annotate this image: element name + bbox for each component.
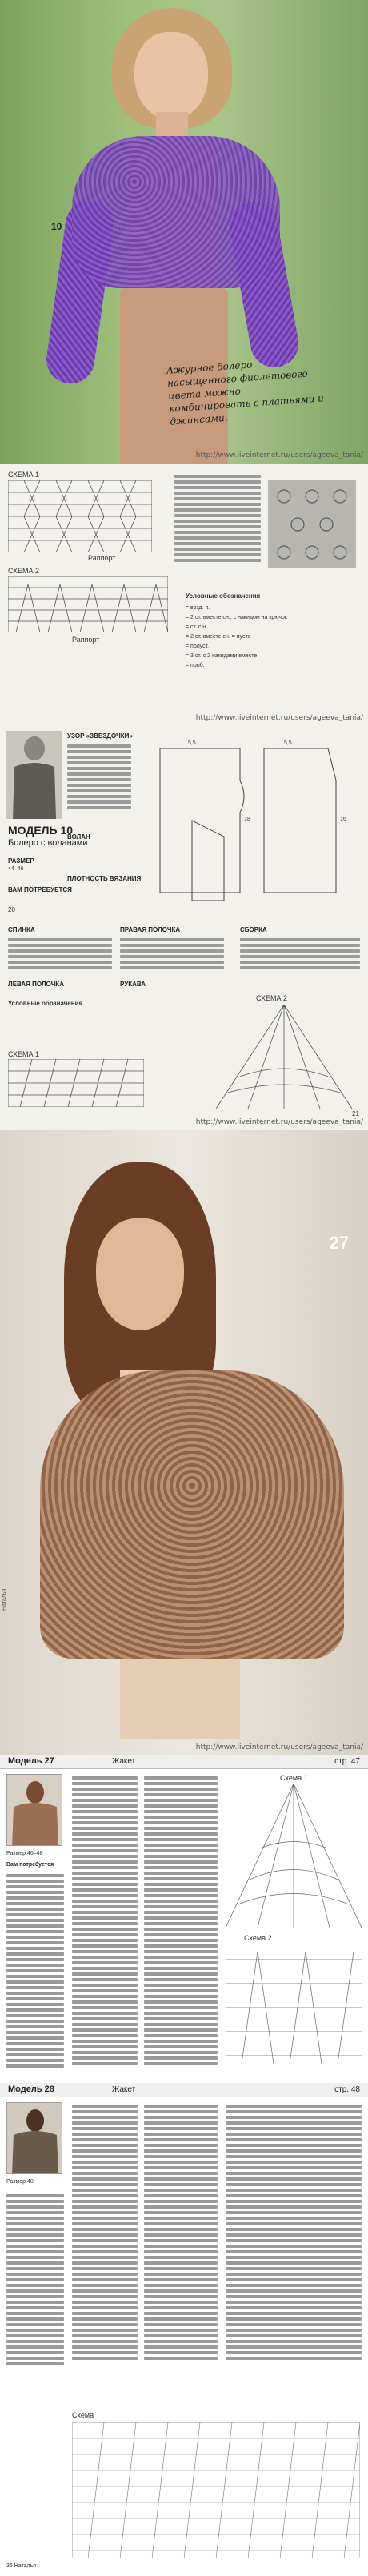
watermark: http://www.liveinternet.ru/users/ageeva_tania/ (195, 714, 363, 722)
photo-jacket (0, 1130, 368, 1755)
model-title: МОДЕЛЬ 10 (8, 824, 74, 837)
model28-right-text (144, 2102, 218, 2398)
model-subtitle: Болеро с воланами (8, 838, 88, 848)
size-value: 44–46 (8, 866, 24, 872)
pattern-pages (0, 1755, 368, 2576)
schema1-diagram-2 (8, 1059, 144, 1107)
svg-text:5,5: 5,5 (188, 740, 196, 746)
left-front-heading: ЛЕВАЯ ПОЛОЧКА (8, 981, 64, 988)
density-heading: ПЛОТНОСТЬ ВЯЗАНИЯ (67, 875, 142, 882)
pattern-pieces-diagram (144, 732, 360, 909)
model27-left-text (6, 1872, 64, 2072)
model27-header (0, 1755, 368, 1769)
model27-right-text (144, 1774, 218, 2078)
model28-schema-label: Схема (72, 2411, 94, 2419)
size-label: РАЗМЕР (8, 857, 34, 865)
schema2-label-2: СХЕМА 2 (256, 994, 288, 1002)
assembly-heading: СБОРКА (240, 926, 267, 933)
model27-title: Жакет (112, 1757, 136, 1766)
model28-size: Размер 48 (6, 2179, 34, 2185)
model27-size: Размер 46–48 (6, 1851, 43, 1856)
schema1-diagram (8, 480, 152, 552)
item-number: 27 (329, 1233, 349, 1253)
pattern-photo (268, 480, 356, 568)
model28-title: Жакет (112, 2085, 136, 2094)
schema-page-1 (0, 464, 368, 726)
schema2-diagram-2 (208, 1005, 360, 1109)
legend-item: = 3 ст. с 2 накидами вместе (186, 653, 258, 659)
model27-thumb (6, 1774, 62, 1846)
spin-heading: СПИНКА (8, 926, 35, 933)
assembly-text (240, 936, 360, 980)
pattern-text (67, 742, 131, 830)
right-front-heading: ПРАВАЯ ПОЛОЧКА (120, 926, 181, 933)
model28-schema (72, 2422, 360, 2558)
legend-item: = 2 ст. вместе сн. = пусто (186, 634, 251, 640)
model28-far-text (226, 2102, 362, 2398)
pattern-heading: УЗОР «ЗВЕЗДОЧКИ» (67, 732, 133, 740)
item-number: 10 (51, 221, 62, 232)
model10-thumb (6, 731, 62, 819)
schema2-label: СХЕМА 2 (8, 567, 40, 575)
photo-credit: Наталья (2, 1588, 7, 1611)
schema1-label: СХЕМА 1 (8, 471, 40, 479)
watermark: http://www.liveinternet.ru/users/ageeva_tania/ (195, 1743, 363, 1751)
model27-schema2-label: Схема 2 (244, 1934, 272, 1942)
spin-text (8, 936, 112, 980)
legend-title: Условные обозначения (186, 592, 261, 600)
raport2-label: Раппорт (72, 636, 100, 644)
photo-bolero (0, 0, 368, 464)
volan-heading: ВОЛАН (67, 833, 90, 841)
svg-text:18: 18 (244, 817, 250, 822)
model28-mid-text (72, 2102, 138, 2398)
purple-bolero (72, 136, 280, 288)
model27-schema2 (226, 1944, 362, 2064)
model28-page: стр. 48 (334, 2085, 360, 2094)
materials-label: Вам потребуется (6, 1862, 54, 1868)
right-front-text (120, 936, 224, 980)
model28-left-text (6, 2192, 64, 2392)
legend-item: = полуст. (186, 644, 209, 649)
page-footer: 36 Наталья (6, 2563, 37, 2569)
legend-item: = возд. п. (186, 605, 210, 611)
page-number-left: 20 (8, 906, 15, 913)
schema2-diagram (8, 576, 168, 632)
crochet-jacket (40, 1370, 344, 1659)
model27-schema1 (226, 1784, 362, 1928)
model27-page: стр. 47 (334, 1757, 360, 1766)
legend-item: = 2 ст. вместе сн., с накидом на крючок (186, 615, 287, 620)
model28-header (0, 2083, 368, 2097)
materials-label: ВАМ ПОТРЕБУЕТСЯ (8, 886, 72, 893)
watermark: http://www.liveinternet.ru/users/ageeva_tania/ (195, 451, 363, 459)
svg-text:16: 16 (340, 817, 346, 822)
legend-item: = ст. с н. (186, 624, 208, 630)
model27-label: Модель 27 (8, 1756, 54, 1766)
model28-label: Модель 28 (8, 2084, 54, 2094)
photo-caption: Ажурное болеро насыщенного фиолетового цвета можно комбинировать с платьями и джинсами. (166, 359, 325, 427)
schema1-label-2: СХЕМА 1 (8, 1050, 40, 1058)
legend-title-2: Условные обозначения (8, 1000, 83, 1007)
instructions-text (174, 472, 261, 584)
schema-page-2 (0, 726, 368, 1130)
model28-thumb (6, 2102, 62, 2174)
legend-item: = проб. (186, 663, 205, 668)
model-face (134, 32, 208, 120)
model-face (96, 1218, 184, 1330)
model27-schema1-label: Схема 1 (280, 1774, 308, 1782)
raport1-label: Раппорт (88, 554, 116, 562)
watermark: http://www.liveinternet.ru/users/ageeva_tania/ (195, 1118, 363, 1126)
sleeve-heading: РУКАВА (120, 981, 146, 988)
model27-mid-text (72, 1774, 138, 2078)
page-number-right: 21 (352, 1110, 359, 1117)
svg-text:5,5: 5,5 (284, 740, 292, 746)
